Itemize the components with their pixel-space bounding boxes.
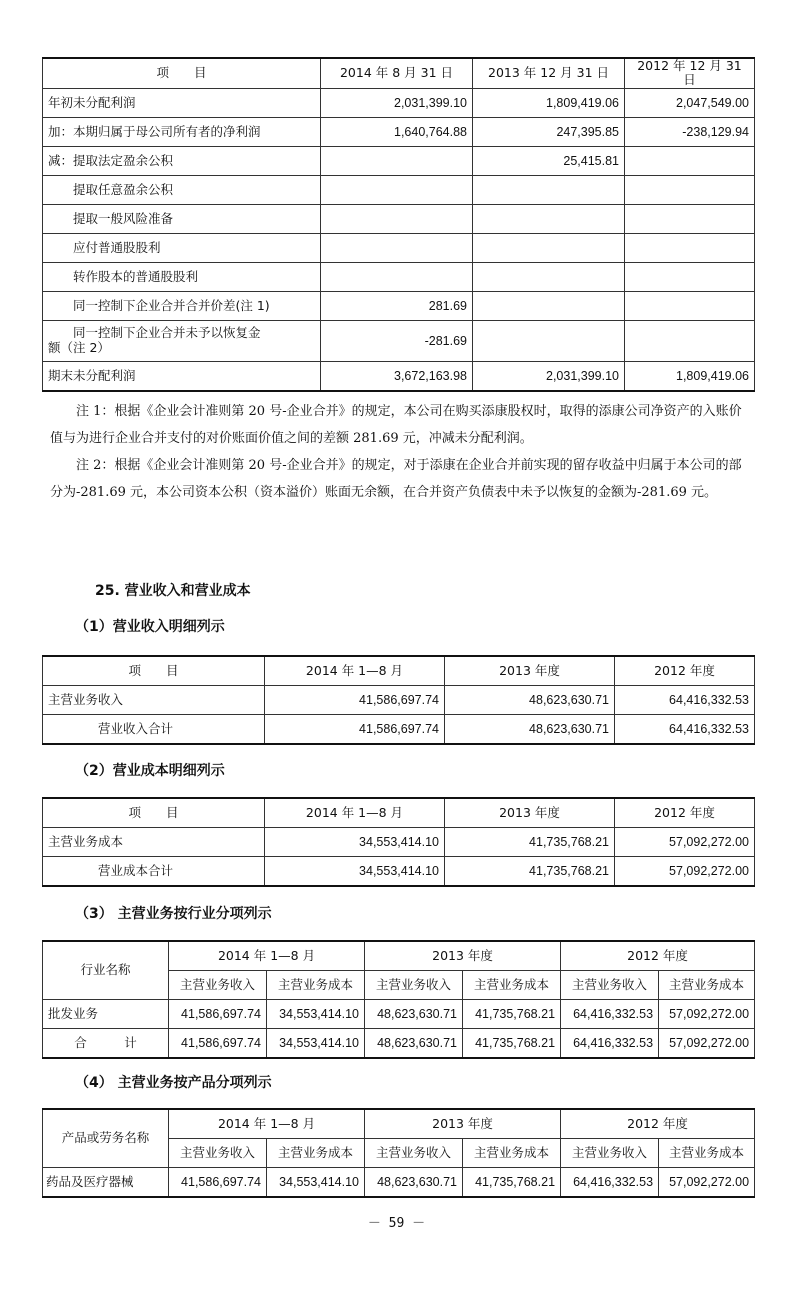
cell-value [473,204,625,233]
subheader-cell: 主营业务收入 [365,971,463,1000]
row-label [43,320,321,361]
table-row [43,117,755,146]
revenue-table [42,655,755,745]
cell-value: 25,415.81 [473,146,625,175]
row-label: 年初未分配利润 [43,88,321,117]
row-label: 加：本期归属于母公司所有者的净利润 [43,117,321,146]
table-row [43,88,755,117]
cell-value [321,204,473,233]
cell-value [625,262,755,291]
header-cell: 项 目 [43,798,265,828]
header-cell: 2012 年度 [615,656,755,686]
cell-value: 34,553,414.10 [265,857,445,887]
row-label: 营业成本合计 [43,857,265,887]
table-header-row [43,1109,755,1139]
period-header: 2013 年度 [365,941,561,971]
cell-value: 48,623,630.71 [445,715,615,745]
cell-value: 41,586,697.74 [169,1000,267,1029]
table-header-row [43,656,755,686]
cell-value: 1,809,419.06 [625,361,755,391]
cell-value: 57,092,272.00 [659,1000,755,1029]
row-label: 营业收入合计 [43,715,265,745]
row-label: 同一控制下企业合并合并价差(注 1) [43,291,321,320]
row-label: 转作股本的普通股股利 [43,262,321,291]
cell-value: 48,623,630.71 [365,1029,463,1059]
cell-value [625,291,755,320]
table-row [43,146,755,175]
cell-value: 64,416,332.53 [561,1168,659,1198]
cell-value: 41,586,697.74 [169,1168,267,1198]
period-header: 2012 年度 [561,941,755,971]
table-row [43,1168,755,1198]
cell-value: 281.69 [321,291,473,320]
cell-value: 64,416,332.53 [561,1029,659,1059]
cell-value: 41,586,697.74 [265,715,445,745]
subheader-cell: 主营业务成本 [463,1139,561,1168]
subheader-cell: 主营业务收入 [561,971,659,1000]
cell-value: 41,735,768.21 [445,857,615,887]
page-number: － 59 － [367,1216,426,1231]
cell-value: 2,047,549.00 [625,88,755,117]
cell-value: 64,416,332.53 [561,1000,659,1029]
cell-value: 41,586,697.74 [169,1029,267,1059]
table-row [43,857,755,887]
table-row [43,320,755,361]
subheader-cell: 主营业务成本 [659,1139,755,1168]
cell-value: 57,092,272.00 [659,1168,755,1198]
cell-value [625,175,755,204]
table-row [43,204,755,233]
cell-value [321,262,473,291]
cell-value [625,146,755,175]
cell-value [321,175,473,204]
period-header: 2014 年 1—8 月 [169,941,365,971]
cell-value: 48,623,630.71 [365,1000,463,1029]
row-label: 合 计 [43,1029,169,1059]
cell-value: 1,809,419.06 [473,88,625,117]
cell-value [321,233,473,262]
table-row [43,1000,755,1029]
cell-value [473,320,625,361]
subheader-cell: 主营业务成本 [463,971,561,1000]
cell-value: -238,129.94 [625,117,755,146]
cell-value: 41,735,768.21 [445,828,615,857]
subsection-title-4: （4） 主营业务按产品分项列示 [75,1075,272,1091]
subheader-cell: 主营业务收入 [365,1139,463,1168]
cell-value: 57,092,272.00 [659,1029,755,1059]
cell-value [473,233,625,262]
cell-value: 1,640,764.88 [321,117,473,146]
header-cell: 2012 年 12 月 31 日 [625,58,755,88]
table-header-row [43,798,755,828]
cell-value: 64,416,332.53 [615,715,755,745]
cell-value: 41,735,768.21 [463,1168,561,1198]
cell-value: 34,553,414.10 [267,1000,365,1029]
subheader-cell: 主营业务成本 [267,971,365,1000]
header-cell: 项 目 [43,656,265,686]
subheader-cell: 主营业务收入 [169,1139,267,1168]
table-header-row [43,941,755,971]
period-header: 2013 年度 [365,1109,561,1139]
note-2: 注 2：根据《企业会计准则第 20 号-企业合并》的规定，对于添康在企业合并前实现的留存收益中归属于本公司的部分为-281.69 元，本公司资本公积（资本溢价）账面无余额，在合并资产负债表中未予以恢复的金额为-281.69 元。 [50,458,742,500]
table-row [43,715,755,745]
subsection-title-2: （2）营业成本明细列示 [75,763,225,779]
table-row [43,1029,755,1059]
header-cell: 项 目 [43,58,321,88]
table-row [43,686,755,715]
row-label: 药品及医疗器械 [43,1168,169,1198]
subheader-cell: 主营业务成本 [267,1139,365,1168]
table-row [43,361,755,391]
subsection-title-1: （1）营业收入明细列示 [75,619,225,635]
section-title: 25. 营业收入和营业成本 [95,583,251,599]
cell-value: -281.69 [321,320,473,361]
row-label-line2: 额（注 2） [48,339,110,355]
subheader-cell: 主营业务收入 [169,971,267,1000]
table-row [43,233,755,262]
header-cell: 2013 年度 [445,798,615,828]
row-label-line1: 同一控制下企业合并未予以恢复金 [73,325,261,341]
cell-value [625,204,755,233]
header-cell: 2014 年 8 月 31 日 [321,58,473,88]
cell-value: 2,031,399.10 [473,361,625,391]
cell-value: 41,735,768.21 [463,1000,561,1029]
cell-value [321,146,473,175]
corner-header: 行业名称 [43,941,169,1000]
header-cell: 2013 年 12 月 31 日 [473,58,625,88]
cell-value: 57,092,272.00 [615,857,755,887]
period-header: 2014 年 1—8 月 [169,1109,365,1139]
table-row [43,175,755,204]
subsection-title-3: （3） 主营业务按行业分项列示 [75,906,272,922]
subheader-cell: 主营业务成本 [659,971,755,1000]
table-row [43,828,755,857]
row-label: 主营业务成本 [43,828,265,857]
cell-value: 34,553,414.10 [265,828,445,857]
header-cell: 2014 年 1—8 月 [265,798,445,828]
cell-value: 2,031,399.10 [321,88,473,117]
row-label: 期末未分配利润 [43,361,321,391]
table-header-row [43,58,755,88]
row-label: 减：提取法定盈余公积 [43,146,321,175]
note-1: 注 1：根据《企业会计准则第 20 号-企业合并》的规定，本公司在购买添康股权时，取得的添康公司净资产的入账价值与为进行企业合并支付的对价账面价值之间的差额 281.69 元，冲减未分配利润。 [50,404,742,446]
subheader-cell: 主营业务收入 [561,1139,659,1168]
product-breakdown-table [42,1108,755,1198]
cell-value: 3,672,163.98 [321,361,473,391]
row-label: 主营业务收入 [43,686,265,715]
cost-table [42,797,755,887]
cell-value: 48,623,630.71 [365,1168,463,1198]
period-header: 2012 年度 [561,1109,755,1139]
table-row [43,262,755,291]
row-label: 应付普通股股利 [43,233,321,262]
cell-value [473,262,625,291]
cell-value: 41,735,768.21 [463,1029,561,1059]
table-row [43,291,755,320]
cell-value: 41,586,697.74 [265,686,445,715]
header-cell: 2012 年度 [615,798,755,828]
cell-value: 34,553,414.10 [267,1168,365,1198]
retained-earnings-table [42,57,755,392]
industry-breakdown-table [42,940,755,1059]
header-cell: 2013 年度 [445,656,615,686]
cell-value: 57,092,272.00 [615,828,755,857]
cell-value: 48,623,630.71 [445,686,615,715]
cell-value [473,291,625,320]
corner-header: 产品或劳务名称 [43,1109,169,1168]
cell-value [473,175,625,204]
cell-value: 64,416,332.53 [615,686,755,715]
cell-value [625,233,755,262]
cell-value: 247,395.85 [473,117,625,146]
header-cell: 2014 年 1—8 月 [265,656,445,686]
row-label: 批发业务 [43,1000,169,1029]
row-label: 提取一般风险准备 [43,204,321,233]
cell-value [625,320,755,361]
row-label: 提取任意盈余公积 [43,175,321,204]
cell-value: 34,553,414.10 [267,1029,365,1059]
